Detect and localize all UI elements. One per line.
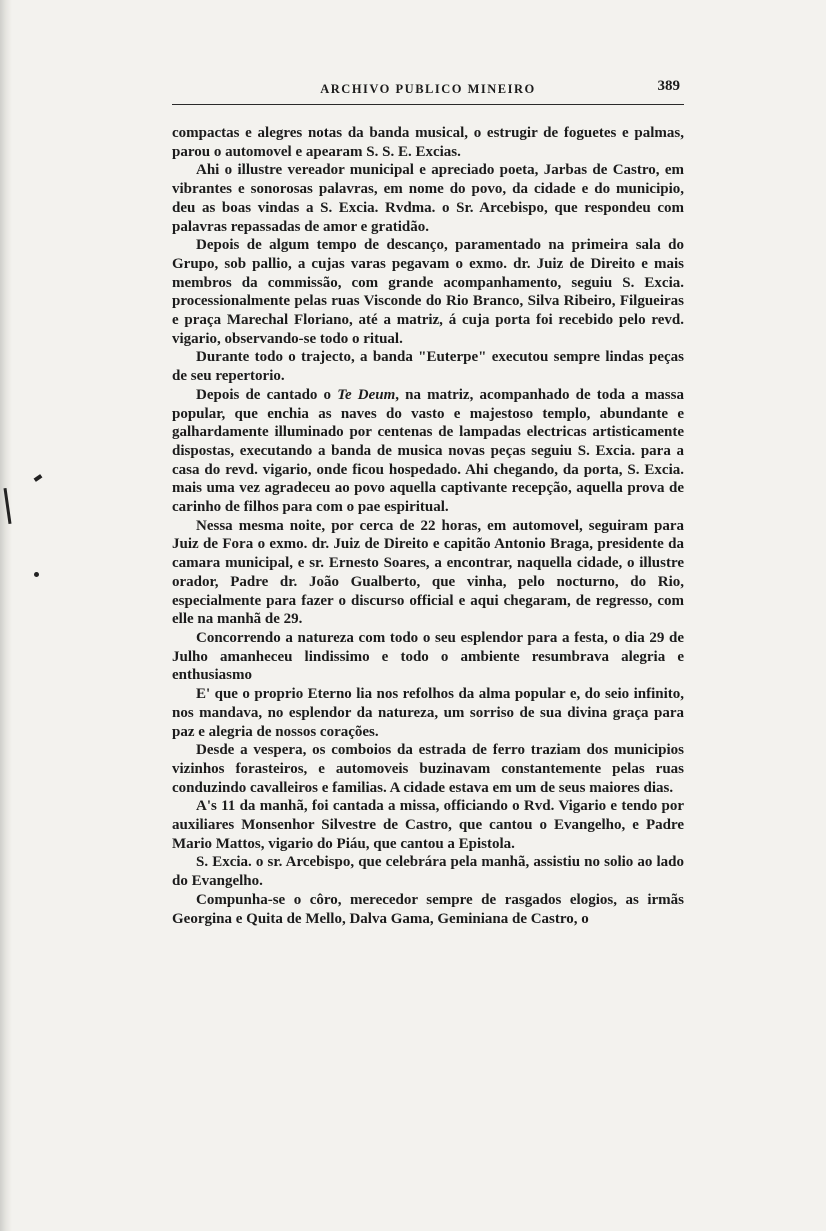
paragraph: S. Excia. o sr. Arcebispo, que celebrára pela manhã, assistiu no solio ao lado do Evangelho. <box>172 854 684 890</box>
page-number: 389 <box>657 78 680 94</box>
running-header <box>172 78 684 104</box>
paragraph: compactas e alegres notas da banda musical, o estrugir de foguetes e palmas, parou o automovel e apearam S. S. E. Excias. <box>172 125 684 160</box>
body-text <box>172 124 684 928</box>
paragraph: Compunha-se o côro, merecedor sempre de rasgados elogios, as irmãs Georgina e Quita de Mello, Dalva Gama, Geminiana de Castro, o <box>172 891 684 927</box>
page-edge-shadow <box>0 0 12 1231</box>
running-header-title: ARCHIVO PUBLICO MINEIRO <box>320 82 536 96</box>
paragraph: Depois de algum tempo de descanço, paramentado na primeira sala do Grupo, sob pallio, a cujas varas pegavam o exmo. dr. Juiz de Direito e mais membros da commissão, com grande acompanhamento, seguiu S. Excia. processionalmente pelas ruas Visconde do Rio Branco, Silva Ribeiro, Filgueiras e praça Marechal Floriano, até a matriz, á cuja porta foi recebido pelo revd. vigario, observando-se todo o ritual. <box>172 237 684 347</box>
italic-term: Te Deum <box>337 386 396 403</box>
paragraph: E' que o proprio Eterno lia nos refolhos da alma popular e, do seio infinito, nos mandava, no esplendor da natureza, um sorriso de sua divina graça para paz e alegria de nossos corações. <box>172 686 684 740</box>
paragraph: Ahi o illustre vereador municipal e apreciado poeta, Jarbas de Castro, em vibrantes e sonorosas palavras, em nome do povo, da cidade e do municipio, deu as boas vindas a S. Excia. Rvdma. o Sr. Arcebispo, que respondeu com palavras repassadas de amor e gratidão. <box>172 162 684 235</box>
header-rule <box>172 104 684 105</box>
paragraph: A's 11 da manhã, foi cantada a missa, officiando o Rvd. Vigario e tendo por auxiliares Monsenhor Silvestre de Castro, que cantou o Evangelho, e Padre Mario Mattos, vigario do Piáu, que cantou a Epistola. <box>172 798 684 852</box>
paragraph: Concorrendo a natureza com todo o seu esplendor para a festa, o dia 29 de Julho amanheceu lindissimo e todo o ambiente resumbrava alegria e enthusiasmo <box>172 629 684 684</box>
paragraph: Nessa mesma noite, por cerca de 22 horas, em automovel, seguiram para Juiz de Fora o exmo. dr. Juiz de Direito e capitão Antonio Braga, presidente da camara municipal, e sr. Ernesto Soares, a encontrar, naquella cidade, o illustre orador, Padre dr. João Gualberto, que vinha, pelo nocturno, do Rio, especialmente para fazer o discurso official e aqui chegaram, de regresso, com elle na manhã de 29. <box>172 517 684 628</box>
paragraph: Durante todo o trajecto, a banda "Euterpe" executou sempre lindas peças de seu repertorio. <box>172 349 684 385</box>
margin-mark <box>34 572 39 577</box>
paragraph: Desde a vespera, os comboios da estrada de ferro traziam dos municipios vizinhos forasteiros, e automoveis buzinavam constantemente pelas ruas conduzindo cavalleiros e familias. A cidade estava em um de seus maiores dias. <box>172 742 684 796</box>
margin-mark <box>34 474 43 482</box>
paragraph: Depois de cantado o Te Deum, na matriz, acompanhado de toda a massa popular, que enchia as naves do vasto e majestoso templo, abundante e galhardamente illuminado por centenas de lampadas electricas artisticamente dispostas, executando a banda de musica novas peças seguiu S. Excia. para a casa do revd. vigario, onde ficou hospedado. Ahi chegando, da porta, S. Excia. mais uma vez agradeceu ao povo aquella captivante recepção, aquella prova de carinho de filhos para com o pae espiritual. <box>172 386 684 516</box>
